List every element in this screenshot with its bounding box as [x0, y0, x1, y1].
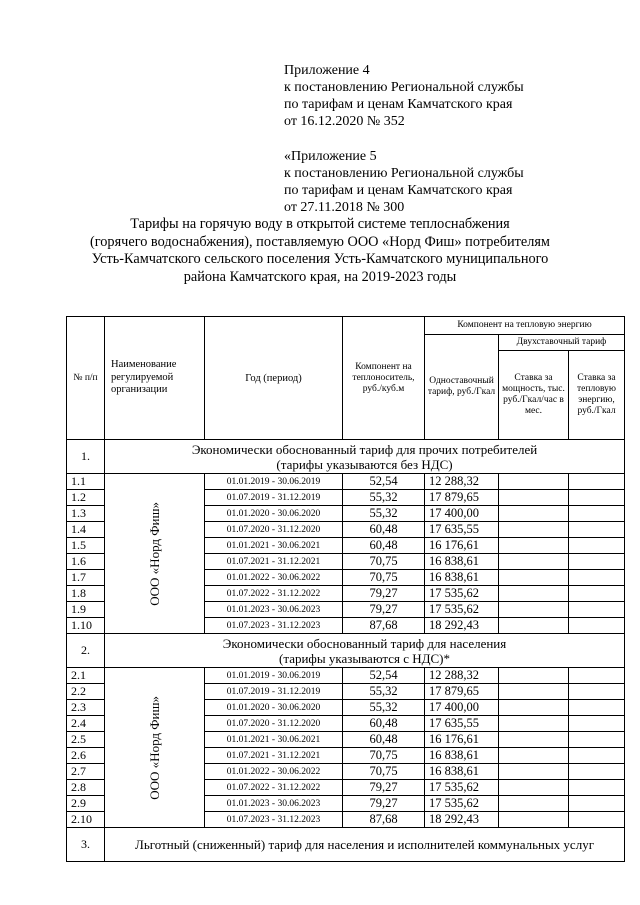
row-energy-rate	[569, 668, 625, 684]
row-energy-rate	[569, 538, 625, 554]
row-one-part: 17 879,65	[425, 684, 499, 700]
row-period: 01.07.2019 - 31.12.2019	[205, 490, 343, 506]
section-number: 1.	[67, 440, 105, 474]
row-capacity-rate	[499, 700, 569, 716]
row-number: 1.2	[67, 490, 105, 506]
appendix-header-line: по тарифам и ценам Камчатского края	[284, 97, 513, 112]
header-row	[67, 317, 625, 335]
row-number: 1.8	[67, 586, 105, 602]
row-carrier: 60,48	[343, 732, 425, 748]
row-period: 01.07.2021 - 31.12.2021	[205, 748, 343, 764]
row-carrier: 70,75	[343, 764, 425, 780]
row-energy-rate	[569, 780, 625, 796]
row-one-part: 18 292,43	[425, 812, 499, 828]
row-energy-rate	[569, 554, 625, 570]
row-energy-rate	[569, 618, 625, 634]
row-period: 01.07.2021 - 31.12.2021	[205, 554, 343, 570]
row-period: 01.07.2023 - 31.12.2023	[205, 618, 343, 634]
row-capacity-rate	[499, 538, 569, 554]
row-capacity-rate	[499, 586, 569, 602]
appendix-sub-header	[284, 148, 524, 216]
row-energy-rate	[569, 570, 625, 586]
section-title-line: (тарифы указываются без НДС)	[276, 456, 453, 472]
row-energy-rate	[569, 796, 625, 812]
row-energy-rate	[569, 602, 625, 618]
header-carrier: Компонент на теплоноситель, руб./куб.м	[343, 317, 425, 440]
header-energy: Компонент на тепловую энергию	[425, 317, 625, 335]
header-capacity-rate: Ставка за мощность, тыс. руб./Гкал/час в мес.	[499, 351, 569, 440]
org-cell	[105, 474, 205, 634]
row-energy-rate	[569, 522, 625, 538]
row-period: 01.01.2021 - 30.06.2021	[205, 538, 343, 554]
row-period: 01.01.2020 - 30.06.2020	[205, 700, 343, 716]
row-one-part: 18 292,43	[425, 618, 499, 634]
row-carrier: 52,54	[343, 668, 425, 684]
appendix-header-line: к постановлению Региональной службы	[284, 80, 524, 95]
row-number: 2.3	[67, 700, 105, 716]
row-capacity-rate	[499, 684, 569, 700]
row-period: 01.07.2020 - 31.12.2020	[205, 716, 343, 732]
row-period: 01.07.2022 - 31.12.2022	[205, 586, 343, 602]
row-capacity-rate	[499, 780, 569, 796]
appendix-sub-header-line: к постановлению Региональной службы	[284, 166, 524, 181]
section-title-line: (тарифы указываются с НДС)*	[279, 650, 450, 666]
row-carrier: 79,27	[343, 586, 425, 602]
header-period: Год (период)	[205, 317, 343, 440]
section-row	[67, 634, 625, 668]
row-number: 2.1	[67, 668, 105, 684]
row-energy-rate	[569, 586, 625, 602]
title-line: Усть-Камчатского сельского поселения Усть-Камчатского муниципального	[91, 251, 549, 267]
appendix-sub-header-line: «Приложение 5	[284, 149, 377, 164]
row-one-part: 17 535,62	[425, 602, 499, 618]
row-number: 1.5	[67, 538, 105, 554]
row-energy-rate	[569, 764, 625, 780]
row-carrier: 55,32	[343, 684, 425, 700]
table-row	[67, 668, 625, 684]
row-capacity-rate	[499, 554, 569, 570]
row-period: 01.07.2020 - 31.12.2020	[205, 522, 343, 538]
row-number: 2.7	[67, 764, 105, 780]
row-energy-rate	[569, 748, 625, 764]
row-one-part: 16 838,61	[425, 554, 499, 570]
row-capacity-rate	[499, 618, 569, 634]
row-number: 2.9	[67, 796, 105, 812]
appendix-header	[284, 62, 524, 130]
row-capacity-rate	[499, 796, 569, 812]
row-one-part: 17 535,62	[425, 586, 499, 602]
row-carrier: 60,48	[343, 716, 425, 732]
row-energy-rate	[569, 474, 625, 490]
row-capacity-rate	[499, 812, 569, 828]
row-one-part: 17 400,00	[425, 506, 499, 522]
row-period: 01.01.2020 - 30.06.2020	[205, 506, 343, 522]
row-energy-rate	[569, 684, 625, 700]
row-capacity-rate	[499, 522, 569, 538]
row-capacity-rate	[499, 748, 569, 764]
row-capacity-rate	[499, 668, 569, 684]
appendix-sub-header-line: от 27.11.2018 № 300	[284, 200, 405, 215]
section-title: Льготный (сниженный) тариф для населения и исполнителей коммунальных услуг	[105, 828, 625, 862]
row-number: 1.1	[67, 474, 105, 490]
org-name: ООО «Норд Фиш»	[146, 501, 162, 606]
row-one-part: 17 535,62	[425, 780, 499, 796]
row-one-part: 17 879,65	[425, 490, 499, 506]
row-number: 2.2	[67, 684, 105, 700]
row-period: 01.01.2021 - 30.06.2021	[205, 732, 343, 748]
row-energy-rate	[569, 716, 625, 732]
row-carrier: 55,32	[343, 506, 425, 522]
document-title	[40, 216, 600, 286]
row-one-part: 17 535,62	[425, 796, 499, 812]
row-capacity-rate	[499, 570, 569, 586]
row-number: 1.9	[67, 602, 105, 618]
row-number: 2.5	[67, 732, 105, 748]
row-carrier: 79,27	[343, 796, 425, 812]
row-one-part: 12 288,32	[425, 474, 499, 490]
row-carrier: 55,32	[343, 700, 425, 716]
row-energy-rate	[569, 812, 625, 828]
row-one-part: 17 400,00	[425, 700, 499, 716]
row-number: 2.4	[67, 716, 105, 732]
row-carrier: 60,48	[343, 522, 425, 538]
row-energy-rate	[569, 700, 625, 716]
row-carrier: 70,75	[343, 748, 425, 764]
header-num: № п/п	[67, 317, 105, 440]
row-number: 1.7	[67, 570, 105, 586]
header-one-part: Одноставочный тариф, руб./Гкал	[425, 335, 499, 440]
row-one-part: 16 176,61	[425, 732, 499, 748]
table-row	[67, 474, 625, 490]
section-title-line: Экономически обоснованный тариф для прочих потребителей	[191, 441, 538, 457]
org-name: ООО «Норд Фиш»	[146, 695, 162, 800]
row-one-part: 17 635,55	[425, 522, 499, 538]
header-org: Наименование регулируемой организации	[105, 317, 205, 440]
row-number: 1.6	[67, 554, 105, 570]
row-number: 2.10	[67, 812, 105, 828]
section-number: 3.	[67, 828, 105, 862]
row-carrier: 70,75	[343, 554, 425, 570]
row-period: 01.01.2019 - 30.06.2019	[205, 668, 343, 684]
header-two-part: Двухставочный тариф	[499, 335, 625, 351]
row-capacity-rate	[499, 490, 569, 506]
appendix-header-line: Приложение 4	[284, 63, 370, 78]
row-carrier: 52,54	[343, 474, 425, 490]
section-row	[67, 440, 625, 474]
section-title-line: Экономически обоснованный тариф для населения	[222, 635, 507, 651]
title-line: района Камчатского края, на 2019-2023 годы	[183, 268, 457, 285]
row-period: 01.07.2019 - 31.12.2019	[205, 684, 343, 700]
row-number: 2.8	[67, 780, 105, 796]
row-energy-rate	[569, 506, 625, 522]
org-cell	[105, 668, 205, 828]
row-period: 01.07.2023 - 31.12.2023	[205, 812, 343, 828]
row-one-part: 16 838,61	[425, 764, 499, 780]
row-capacity-rate	[499, 602, 569, 618]
row-number: 1.10	[67, 618, 105, 634]
row-capacity-rate	[499, 474, 569, 490]
row-number: 1.4	[67, 522, 105, 538]
row-period: 01.01.2022 - 30.06.2022	[205, 764, 343, 780]
header-energy-rate: Ставка за тепловую энергию, руб./Гкал	[569, 351, 625, 440]
row-carrier: 55,32	[343, 490, 425, 506]
row-one-part: 16 838,61	[425, 748, 499, 764]
row-period: 01.01.2022 - 30.06.2022	[205, 570, 343, 586]
row-period: 01.07.2022 - 31.12.2022	[205, 780, 343, 796]
row-one-part: 16 838,61	[425, 570, 499, 586]
row-carrier: 87,68	[343, 618, 425, 634]
row-period: 01.01.2023 - 30.06.2023	[205, 602, 343, 618]
appendix-sub-header-line: по тарифам и ценам Камчатского края	[284, 183, 513, 198]
row-carrier: 79,27	[343, 602, 425, 618]
section-number: 2.	[67, 634, 105, 668]
title-line: (горячего водоснабжения), поставляемую ООО «Норд Фиш» потребителям	[90, 233, 550, 250]
row-carrier: 60,48	[343, 538, 425, 554]
row-capacity-rate	[499, 506, 569, 522]
section-row	[67, 828, 625, 862]
row-carrier: 79,27	[343, 780, 425, 796]
row-capacity-rate	[499, 716, 569, 732]
row-period: 01.01.2019 - 30.06.2019	[205, 474, 343, 490]
row-capacity-rate	[499, 764, 569, 780]
tariff-table	[66, 316, 625, 862]
row-energy-rate	[569, 490, 625, 506]
section-title	[105, 440, 625, 474]
row-capacity-rate	[499, 732, 569, 748]
row-carrier: 70,75	[343, 570, 425, 586]
title-line: Тарифы на горячую воду в открытой системе теплоснабжения	[130, 216, 510, 232]
row-carrier: 87,68	[343, 812, 425, 828]
section-title	[105, 634, 625, 668]
row-one-part: 16 176,61	[425, 538, 499, 554]
row-period: 01.01.2023 - 30.06.2023	[205, 796, 343, 812]
appendix-header-line: от 16.12.2020 № 352	[284, 114, 405, 129]
row-number: 2.6	[67, 748, 105, 764]
row-energy-rate	[569, 732, 625, 748]
row-one-part: 12 288,32	[425, 668, 499, 684]
row-number: 1.3	[67, 506, 105, 522]
row-one-part: 17 635,55	[425, 716, 499, 732]
